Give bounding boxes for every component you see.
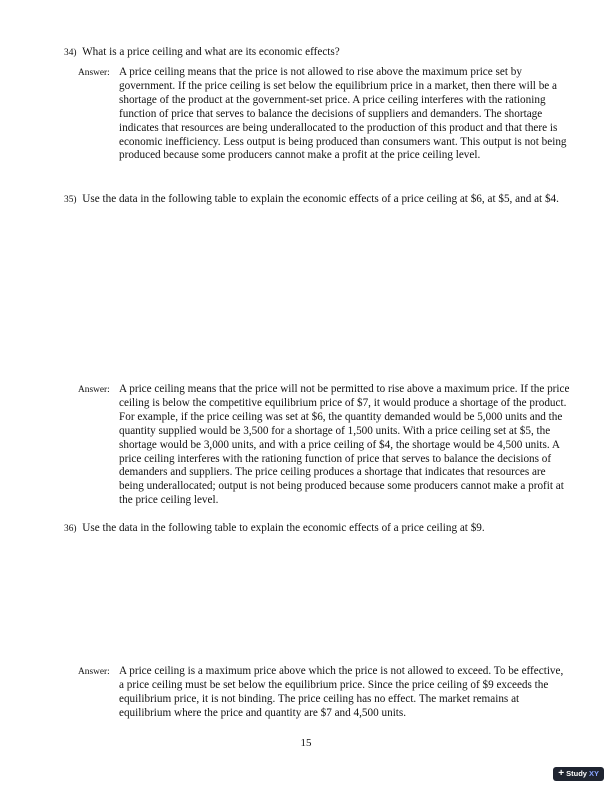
question-36 <box>64 522 564 537</box>
question-number: 34) <box>64 48 77 58</box>
question-prompt: What is a price ceiling and what are its economic effects? <box>82 46 340 58</box>
answer-text: A price ceiling means that the price is not allowed to rise above the maximum price set by government. If the price ceiling is set below the equilibrium price in a market, then there will be a shortage of the product at the government-set price. A price ceiling interferes with the rationing function of price that serves to balance the decisions of suppliers and demanders. The shortage indicates that resources are being underallocated to the production of this product and that there is economic inefficiency. Less output is being produced than consumers want. This output is not being produced because some producers cannot make a profit at the price ceiling level. <box>119 66 567 162</box>
question-prompt: Use the data in the following table to explain the economic effects of a price ceiling at $9. <box>82 522 485 534</box>
question-35 <box>64 193 564 208</box>
answer-label: Answer: <box>78 68 110 78</box>
plus-icon: + <box>558 768 565 779</box>
answer-36 <box>78 665 570 721</box>
page-number: 15 <box>300 737 312 749</box>
answer-text: A price ceiling is a maximum price above which the price is not allowed to exceed. To be effective, a price ceiling must be set below the equilibrium price. Since the price ceiling of $9 exceeds the equilibrium price, it is not binding. The price ceiling has no effect. The market remains at equilibrium where the price and quantity are $7 and 4,500 units. <box>119 665 564 719</box>
question-number: 36) <box>64 524 77 534</box>
answer-text: A price ceiling means that the price will not be permitted to rise above a maximum price. If the price ceiling is below the competitive equilibrium price of $7, it would produce a shortage of the product. For example, if the price ceiling was set at $6, the quantity demanded would be 5,000 units and the quantity supplied would be 3,500 for a shortage of 1,500 units. With a price ceiling set at $5, the shortage would be 3,000 units, and with a price ceiling of $4, the shortage would be 4,500 units. A price ceiling interferes with the rationing function of price that serves to balance the decisions of demanders and suppliers. The price ceiling produces a shortage that indicates that resources are being underallocated; output is not being produced because some producers cannot make a profit at the price ceiling level. <box>119 383 570 507</box>
studyxy-badge[interactable] <box>553 767 604 781</box>
answer-label: Answer: <box>78 667 110 677</box>
question-34 <box>64 46 564 61</box>
badge-suffix: XY <box>588 769 599 778</box>
question-number: 35) <box>64 195 77 205</box>
badge-prefix: Study <box>566 769 587 778</box>
answer-35 <box>78 383 570 508</box>
answer-34 <box>78 66 570 163</box>
question-prompt: Use the data in the following table to explain the economic effects of a price ceiling at $6, at $5, and at $4. <box>82 193 559 205</box>
answer-label: Answer: <box>78 385 110 395</box>
